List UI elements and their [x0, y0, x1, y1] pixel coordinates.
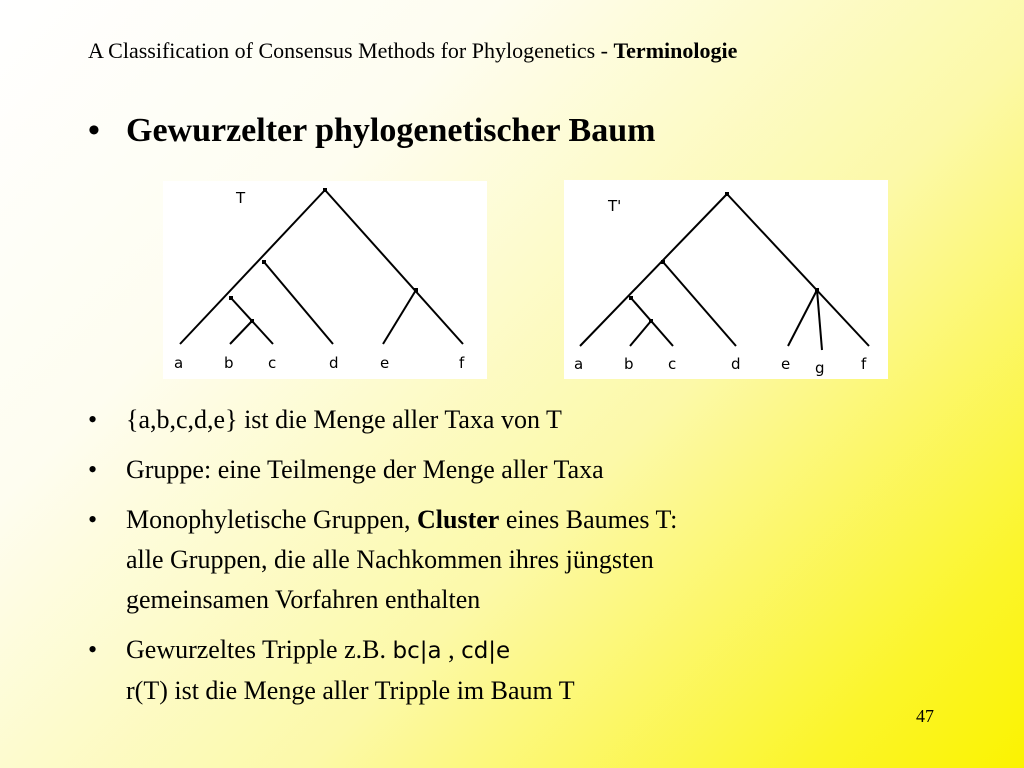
tree-t-edges [180, 190, 463, 344]
tree-t-prime-leaf-a: a [574, 355, 584, 373]
tree-t-prime-node [649, 319, 653, 323]
tree-t-prime-nodes [629, 192, 819, 323]
tree-t-diagram [163, 181, 487, 379]
tree-t-prime-diagram [564, 180, 888, 379]
bullet-item [88, 400, 968, 440]
tree-t-leaf-b: b [224, 354, 234, 372]
tree-t-prime-edge [727, 194, 869, 346]
tree-t-prime-edge [817, 290, 822, 350]
tree-t-prime-node [725, 192, 729, 196]
tree-t-prime-edge [788, 290, 817, 346]
bullet-dot: • [88, 455, 98, 484]
bullet-text-triple: bc|a [392, 638, 442, 664]
bullet-text-taxa: {a,b,c,d,e} ist die Menge aller Taxa von T [126, 405, 562, 434]
tree-t-prime-leaf-c: c [668, 355, 677, 373]
bullet-text-tripple [126, 630, 575, 711]
bullet-item [88, 450, 968, 490]
tree-t-leaf-f: f [459, 354, 465, 372]
tree-t-edge [230, 321, 252, 344]
bullet-text-monophyletisch [126, 500, 677, 620]
tree-t-prime-leaf-f: f [861, 355, 867, 373]
tree-t-prime-node [661, 260, 665, 264]
bullet-line [126, 500, 677, 540]
tree-t-leaf-e: e [380, 354, 390, 372]
bullet-text-part: Monophyletische Gruppen, [126, 505, 418, 534]
bullet-dot: • [88, 505, 98, 534]
bullet-list [88, 400, 968, 721]
tree-t-prime-leaf-b: b [624, 355, 634, 373]
bullet-text-part: , [441, 635, 462, 664]
bullet-text-triple: cd|e [461, 638, 511, 664]
bullet-dot: • [88, 405, 98, 434]
heading [88, 112, 655, 150]
tree-t-node [323, 188, 327, 192]
slide-title [88, 38, 737, 64]
tree-t-prime-panel [564, 180, 888, 379]
bullet-item [88, 500, 968, 620]
slide-title-prefix: A Classification of Consensus Methods for Phylogenetics - [88, 38, 614, 63]
bullet-text-part: Gewurzeltes Tripple z.B. [126, 635, 393, 664]
bullet-text-cluster: Cluster [417, 505, 500, 534]
tree-t-node [262, 260, 266, 264]
tree-t-leaf-d: d [329, 354, 339, 372]
bullet-line: alle Gruppen, die alle Nachkommen ihres jüngsten [126, 545, 654, 574]
heading-bullet: • [88, 112, 100, 149]
tree-t-prime-edge [663, 262, 736, 346]
tree-t-prime-leaf-g: g [815, 359, 825, 377]
tree-t-edge [325, 190, 463, 344]
tree-t-prime-node [815, 288, 819, 292]
bullet-text-part: eines Baumes T: [499, 505, 678, 534]
heading-text: Gewurzelter phylogenetischer Baum [126, 112, 656, 149]
tree-t-prime-leaf-d: d [731, 355, 741, 373]
tree-t-prime-leaf-e: e [781, 355, 791, 373]
tree-t-panel [163, 181, 487, 379]
tree-t-node [229, 296, 233, 300]
bullet-line: r(T) ist die Menge aller Tripple im Baum T [126, 676, 575, 705]
tree-t-edge [383, 290, 416, 344]
tree-t-prime-label: T' [608, 197, 622, 215]
bullet-text-gruppe: Gruppe: eine Teilmenge der Menge aller Taxa [126, 455, 604, 484]
tree-t-prime-edges [580, 194, 869, 350]
tree-t-edge [264, 262, 333, 344]
tree-t-label: T [236, 189, 246, 207]
bullet-item [88, 630, 968, 711]
bullet-dot: • [88, 635, 98, 664]
tree-t-node [250, 319, 254, 323]
tree-t-nodes [229, 188, 418, 323]
slide-title-bold: Terminologie [613, 38, 738, 63]
tree-t-prime-edge [630, 321, 651, 346]
bullet-line [126, 630, 575, 671]
tree-t-leaf-a: a [174, 354, 184, 372]
page-number: 47 [916, 706, 934, 726]
tree-t-prime-node [629, 296, 633, 300]
tree-t-leaf-c: c [268, 354, 277, 372]
bullet-line: gemeinsamen Vorfahren enthalten [126, 585, 481, 614]
tree-t-node [414, 288, 418, 292]
